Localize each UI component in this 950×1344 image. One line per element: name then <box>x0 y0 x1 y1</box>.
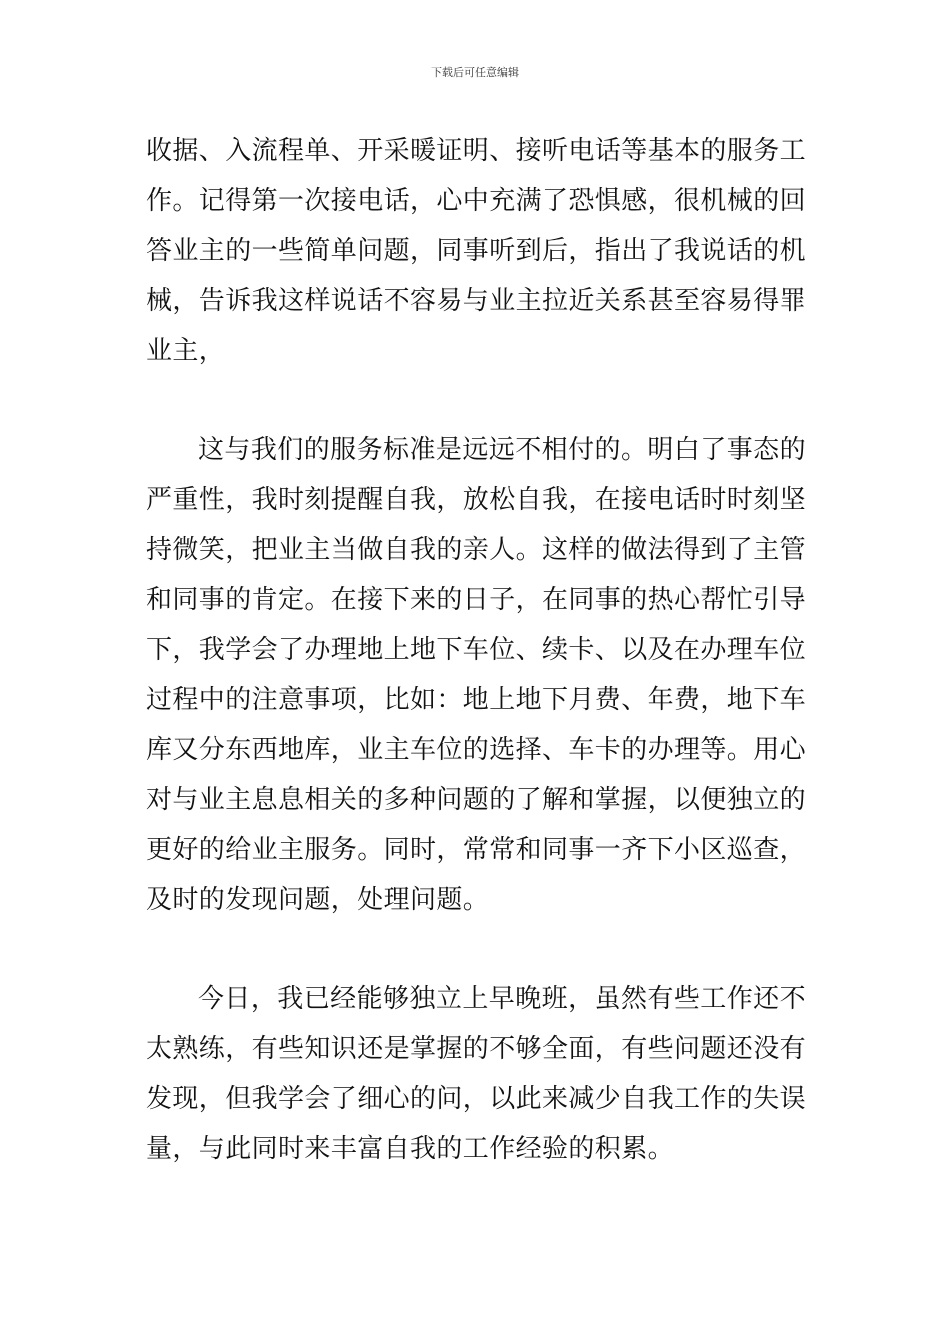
paragraph-1: 收据、入流程单、开采暖证明、接听电话等基本的服务工作。记得第一次接电话，心中充满了恐惧感，很机械的回答业主的一些简单问题，同事听到后，指出了我说话的机械，告诉我这样说话不容易与业主拉近关系甚至容易得罪业主， <box>146 136 807 366</box>
paragraph-2: 这与我们的服务标准是远远不相付的。明白了事态的严重性，我时刻提醒自我，放松自我，在接电话时时刻坚持微笑，把业主当做自我的亲人。这样的做法得到了主管和同事的肯定。在接下来的日子，在同事的热心帮忙引导下，我学会了办理地上地下车位、续卡、以及在办理车位过程中的注意事项，比如：地上地下月费、年费，地下车库又分东西地库，业主车位的选择、车卡的办理等。用心对与业主息息相关的多种问题的了解和掌握，以便独立的更好的给业主服务。同时，常常和同事一齐下小区巡查，及时的发现问题，处理问题。 <box>146 435 807 915</box>
paragraph-gap <box>146 376 806 425</box>
page-header: 下载后可任意编辑 <box>431 66 519 79</box>
paragraph-3: 今日，我已经能够独立上早晚班，虽然有些工作还不太熟练，有些知识还是掌握的不够全面，有些问题还没有发现，但我学会了细心的问，以此来减少自我工作的失误量，与此同时来丰富自我的工作经验的积累。 <box>146 984 807 1164</box>
paragraph-gap <box>146 925 806 974</box>
document-body <box>146 126 806 1174</box>
